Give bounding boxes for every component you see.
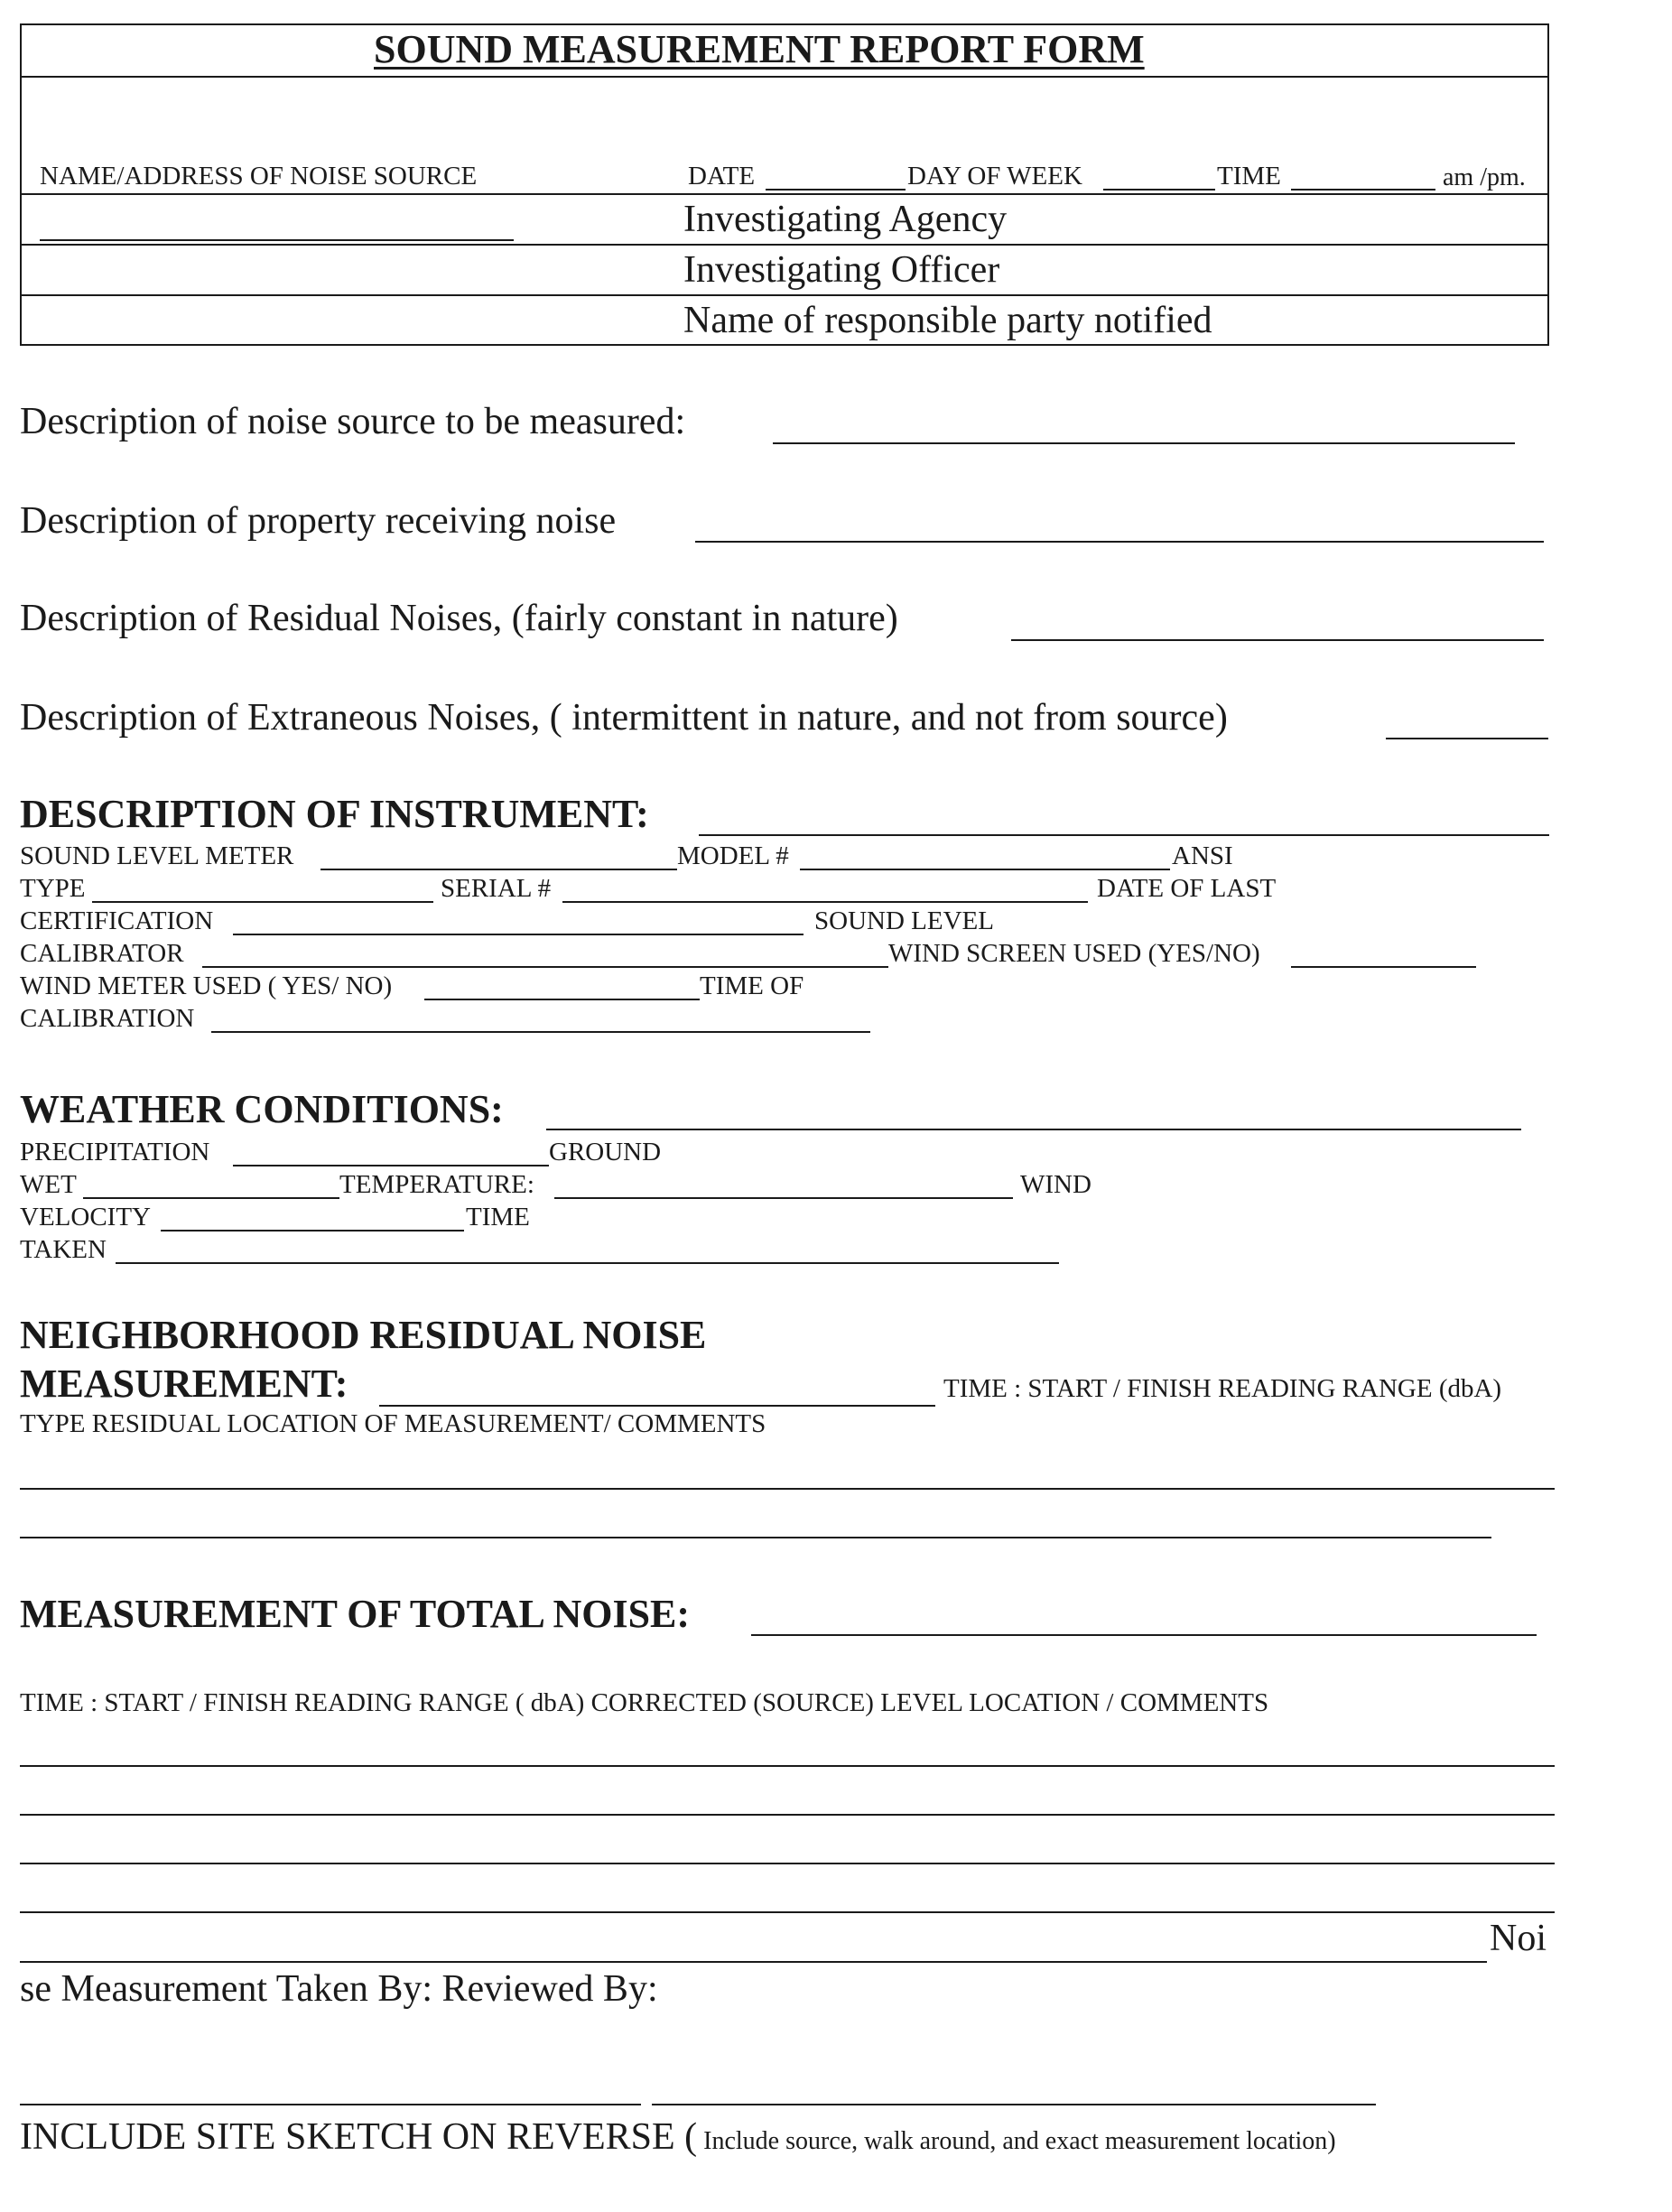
header-rule [20,76,1549,78]
calibration-field[interactable] [211,1031,870,1033]
day-of-week-field[interactable] [1103,189,1215,191]
precipitation-field[interactable] [233,1165,549,1166]
property-receiving-field[interactable] [695,541,1544,543]
wet-label: WET [20,1170,77,1199]
wet-field[interactable] [83,1197,339,1199]
calibrator-field[interactable] [202,966,888,968]
serial-field[interactable] [562,901,1088,903]
taken-label: TAKEN [20,1235,107,1264]
certification-label: CERTIFICATION [20,906,214,935]
total-entry-line-3[interactable] [20,1863,1555,1864]
instrument-heading-line[interactable] [699,834,1549,836]
taken-reviewed-label: se Measurement Taken By: Reviewed By: [20,1968,658,2010]
residual-entry-line-2[interactable] [20,1537,1491,1538]
residual-entry-line-1[interactable] [20,1488,1555,1490]
residual-heading-field[interactable] [379,1405,935,1407]
temperature-field[interactable] [554,1197,1013,1199]
date-field[interactable] [766,189,906,191]
noise-source-field[interactable] [773,442,1515,444]
temperature-label: TEMPERATURE: [339,1170,534,1199]
time-of-label: TIME OF [700,971,804,1000]
precipitation-label: PRECIPITATION [20,1138,210,1166]
weather-time-label: TIME [466,1203,530,1231]
type-field[interactable] [92,901,433,903]
weather-heading-line[interactable] [546,1129,1521,1130]
noise-source-label: Description of noise source to be measured: [20,401,686,442]
header-row-rule-2 [20,244,1549,246]
weather-heading: WEATHER CONDITIONS: [20,1087,504,1131]
taken-by-signature-line[interactable] [20,2104,641,2105]
total-entry-line-4[interactable] [20,1911,1555,1913]
taken-field[interactable] [116,1262,1059,1264]
model-field[interactable] [800,869,1170,870]
header-row-rule-3 [20,294,1549,296]
property-receiving-label: Description of property receiving noise [20,500,617,542]
wind-meter-field[interactable] [424,999,700,1000]
total-columns-label: TIME : START / FINISH READING RANGE ( dbA) CORRECTED (SOURCE) LEVEL LOCATION / COMMENTS [20,1688,1269,1717]
investigating-agency-label: Investigating Agency [683,199,1008,240]
time-field[interactable] [1291,189,1435,191]
ground-label: GROUND [549,1138,662,1166]
extraneous-noises-label: Description of Extraneous Noises, ( intermittent in nature, and not from source) [20,697,1228,739]
residual-heading-line2: MEASUREMENT: [20,1362,348,1406]
day-of-week-label: DAY OF WEEK [907,162,1082,191]
instrument-heading: DESCRIPTION OF INSTRUMENT: [20,792,649,836]
residual-time-range-label: TIME : START / FINISH READING RANGE (dbA) [943,1374,1502,1403]
total-heading-field[interactable] [751,1634,1537,1636]
serial-label: SERIAL # [441,874,552,903]
time-label: TIME [1217,162,1281,191]
residual-noises-label: Description of Residual Noises, (fairly constant in nature) [20,598,898,639]
residual-heading-line1: NEIGHBORHOOD RESIDUAL NOISE [20,1313,707,1357]
reviewed-by-signature-line[interactable] [652,2104,1376,2105]
total-entry-line-2[interactable] [20,1814,1555,1816]
sound-level-meter-label: SOUND LEVEL METER [20,841,294,870]
total-heading: MEASUREMENT OF TOTAL NOISE: [20,1592,691,1636]
am-pm-label: am /pm. [1443,163,1526,191]
wind-label: WIND [1020,1170,1091,1199]
noi-text: Noi [1490,1918,1547,1959]
ansi-label: ANSI [1172,841,1233,870]
total-entry-line-1[interactable] [20,1765,1555,1767]
extraneous-noises-field[interactable] [1386,738,1548,739]
residual-type-location-label: TYPE RESIDUAL LOCATION OF MEASUREMENT/ COMMENTS [20,1409,766,1438]
date-of-last-label: DATE OF LAST [1097,874,1277,903]
include-sketch-text [20,2118,1336,2156]
calibrator-label: CALIBRATOR [20,939,184,968]
wind-screen-field[interactable] [1291,966,1476,968]
investigating-officer-label: Investigating Officer [683,249,1000,291]
wind-screen-label: WIND SCREEN USED (YES/NO) [888,939,1260,968]
sound-level-label: SOUND LEVEL [814,906,994,935]
header-row-rule-1 [20,193,1549,195]
responsible-party-label: Name of responsible party notified [683,300,1212,341]
type-label: TYPE [20,874,86,903]
name-address-field-1[interactable] [40,239,514,241]
velocity-field[interactable] [161,1230,464,1231]
certification-field[interactable] [233,934,803,935]
include-sketch-note: Include source, walk around, and exact measurement location) [697,2127,1336,2155]
model-label: MODEL # [677,841,789,870]
total-entry-line-5[interactable] [20,1961,1487,1963]
sound-level-meter-field[interactable] [320,869,677,870]
name-address-label: NAME/ADDRESS OF NOISE SOURCE [40,162,478,191]
date-label: DATE [688,162,756,191]
calibration-label: CALIBRATION [20,1004,195,1033]
name-address-field-2[interactable] [20,344,663,346]
residual-noises-field[interactable] [1011,639,1544,641]
include-sketch-main: INCLUDE SITE SKETCH ON REVERSE ( [20,2116,698,2158]
wind-meter-label: WIND METER USED ( YES/ NO) [20,971,393,1000]
velocity-label: VELOCITY [20,1203,151,1231]
form-title: SOUND MEASUREMENT REPORT FORM [374,27,1145,71]
